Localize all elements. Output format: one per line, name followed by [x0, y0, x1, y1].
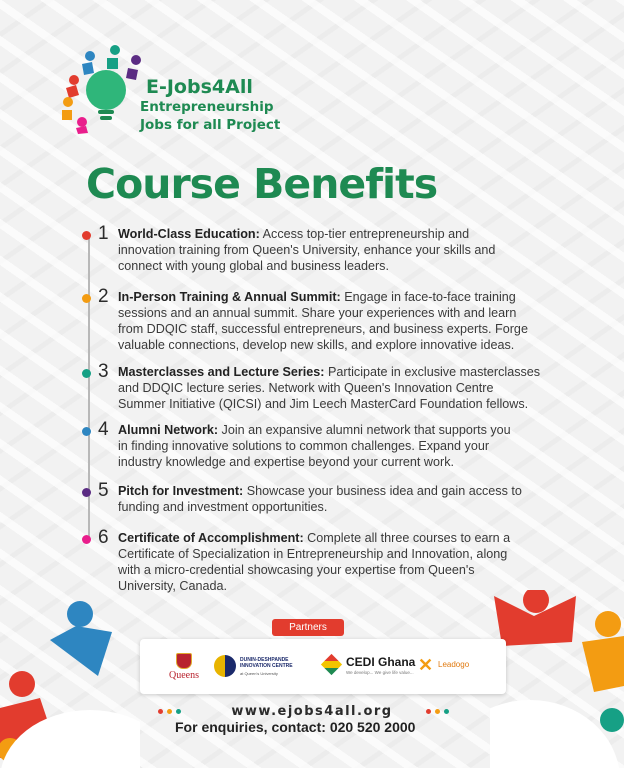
benefit-title: World-Class Education:	[118, 227, 260, 241]
dunin-line2: INNOVATION CENTRE	[240, 663, 293, 669]
brand-subtitle-line1: Entrepreneurship	[140, 99, 274, 115]
benefit-line: and DDQIC lecture series. Network with Queen's Innovation Centre	[118, 381, 494, 395]
separator-dot-icon	[444, 709, 449, 714]
cedi-diamond-icon	[321, 654, 342, 675]
benefit-title: Alumni Network:	[118, 423, 219, 437]
benefit-number: 1	[98, 223, 109, 244]
benefit-line: Summer Initiative (QICSI) and Jim Leech MasterCard Foundation fellows.	[118, 397, 529, 411]
benefit-number: 3	[98, 361, 109, 382]
benefit-line: Complete all three courses to earn a	[303, 531, 511, 545]
benefit-line: Engage in face-to-face training	[340, 290, 516, 304]
bullet-dot-icon	[82, 427, 91, 436]
decorative-people-right-icon	[490, 590, 624, 768]
benefit-line: in finding innovative solutions to common challenges. Expand your	[118, 439, 490, 453]
brand-subtitle-line2: Jobs for all Project	[140, 117, 281, 133]
benefit-line: University, Canada.	[118, 579, 227, 593]
phone-number: 020 520 2000	[329, 719, 416, 735]
benefit-number: 5	[98, 480, 109, 501]
enquiries-label: For enquiries, contact:	[175, 719, 330, 735]
brand-subtitle	[140, 98, 280, 134]
benefit-text	[118, 530, 568, 594]
brand-title: E-Jobs4All	[146, 76, 253, 98]
benefit-line: innovation training from Queen's University, enhance your skills and	[118, 243, 496, 257]
separator-dot-icon	[426, 709, 431, 714]
queens-crest-icon	[176, 653, 192, 669]
benefit-text	[118, 483, 568, 515]
benefit-line: sessions and an annual summit. Share your experiences with and learn	[118, 306, 517, 320]
benefit-line: Join an expansive alumni network that supports you	[218, 423, 511, 437]
enquiries-contact	[175, 719, 415, 735]
benefit-title: Pitch for Investment:	[118, 484, 244, 498]
benefit-text	[118, 226, 568, 274]
cedi-tagline: We develop... We give life value...	[346, 670, 414, 675]
benefit-title: Certificate of Accomplishment:	[118, 531, 304, 545]
bullet-dot-icon	[82, 369, 91, 378]
dunin-circle-icon	[214, 655, 236, 677]
dunin-line1: DUNIN-DESHPANDE	[240, 657, 289, 663]
bullet-dot-icon	[82, 294, 91, 303]
benefit-line: funding and investment opportunities.	[118, 500, 328, 514]
benefit-line: industry knowledge and expertise beyond your current work.	[118, 455, 455, 469]
benefit-line: Certificate of Specialization in Entrepreneurship and Innovation, along	[118, 547, 508, 561]
benefit-title: Masterclasses and Lecture Series:	[118, 365, 325, 379]
benefit-text	[118, 289, 568, 353]
bullet-dot-icon	[82, 231, 91, 240]
partners-label: Partners	[272, 619, 344, 636]
ejobs4all-logo-icon	[60, 42, 148, 134]
benefit-number: 2	[98, 286, 109, 307]
bullet-dot-icon	[82, 488, 91, 497]
benefit-line: Showcase your business idea and gain access to	[243, 484, 522, 498]
queens-logo-text: Queens	[169, 670, 199, 681]
dunin-subtext: at Queen's University	[240, 671, 278, 676]
benefit-text	[118, 422, 568, 470]
benefit-line: from DDQIC staff, successful entrepreneurs, and business experts. Forge	[118, 322, 528, 336]
separator-dot-icon	[435, 709, 440, 714]
benefit-line: connect with young global and business leaders.	[118, 259, 389, 273]
website-link[interactable]: www.ejobs4all.org	[231, 704, 393, 719]
benefit-text	[118, 364, 568, 412]
benefit-line: Access top-tier entrepreneurship and	[259, 227, 470, 241]
bullet-dot-icon	[82, 535, 91, 544]
partners-logos-panel	[140, 639, 506, 694]
page-title: Course Benefits	[86, 160, 438, 208]
benefit-line: Participate in exclusive masterclasses	[324, 365, 541, 379]
benefit-title: In-Person Training & Annual Summit:	[118, 290, 341, 304]
queens-logo	[162, 653, 206, 681]
cedi-logo-text: CEDI Ghana	[346, 655, 416, 669]
benefit-number: 4	[98, 419, 109, 440]
dunin-logo-text	[240, 657, 320, 669]
benefit-line: valuable connections, develop new skills, and explore innovative ideas.	[118, 338, 515, 352]
leadogo-mark-icon: ✕	[418, 655, 434, 675]
decorative-people-left-icon	[0, 590, 140, 768]
leadogo-logo-text: Leadogo	[438, 660, 470, 669]
benefit-line: with a micro-credential showcasing your expertise from Queen's	[118, 563, 475, 577]
benefit-number: 6	[98, 527, 109, 548]
